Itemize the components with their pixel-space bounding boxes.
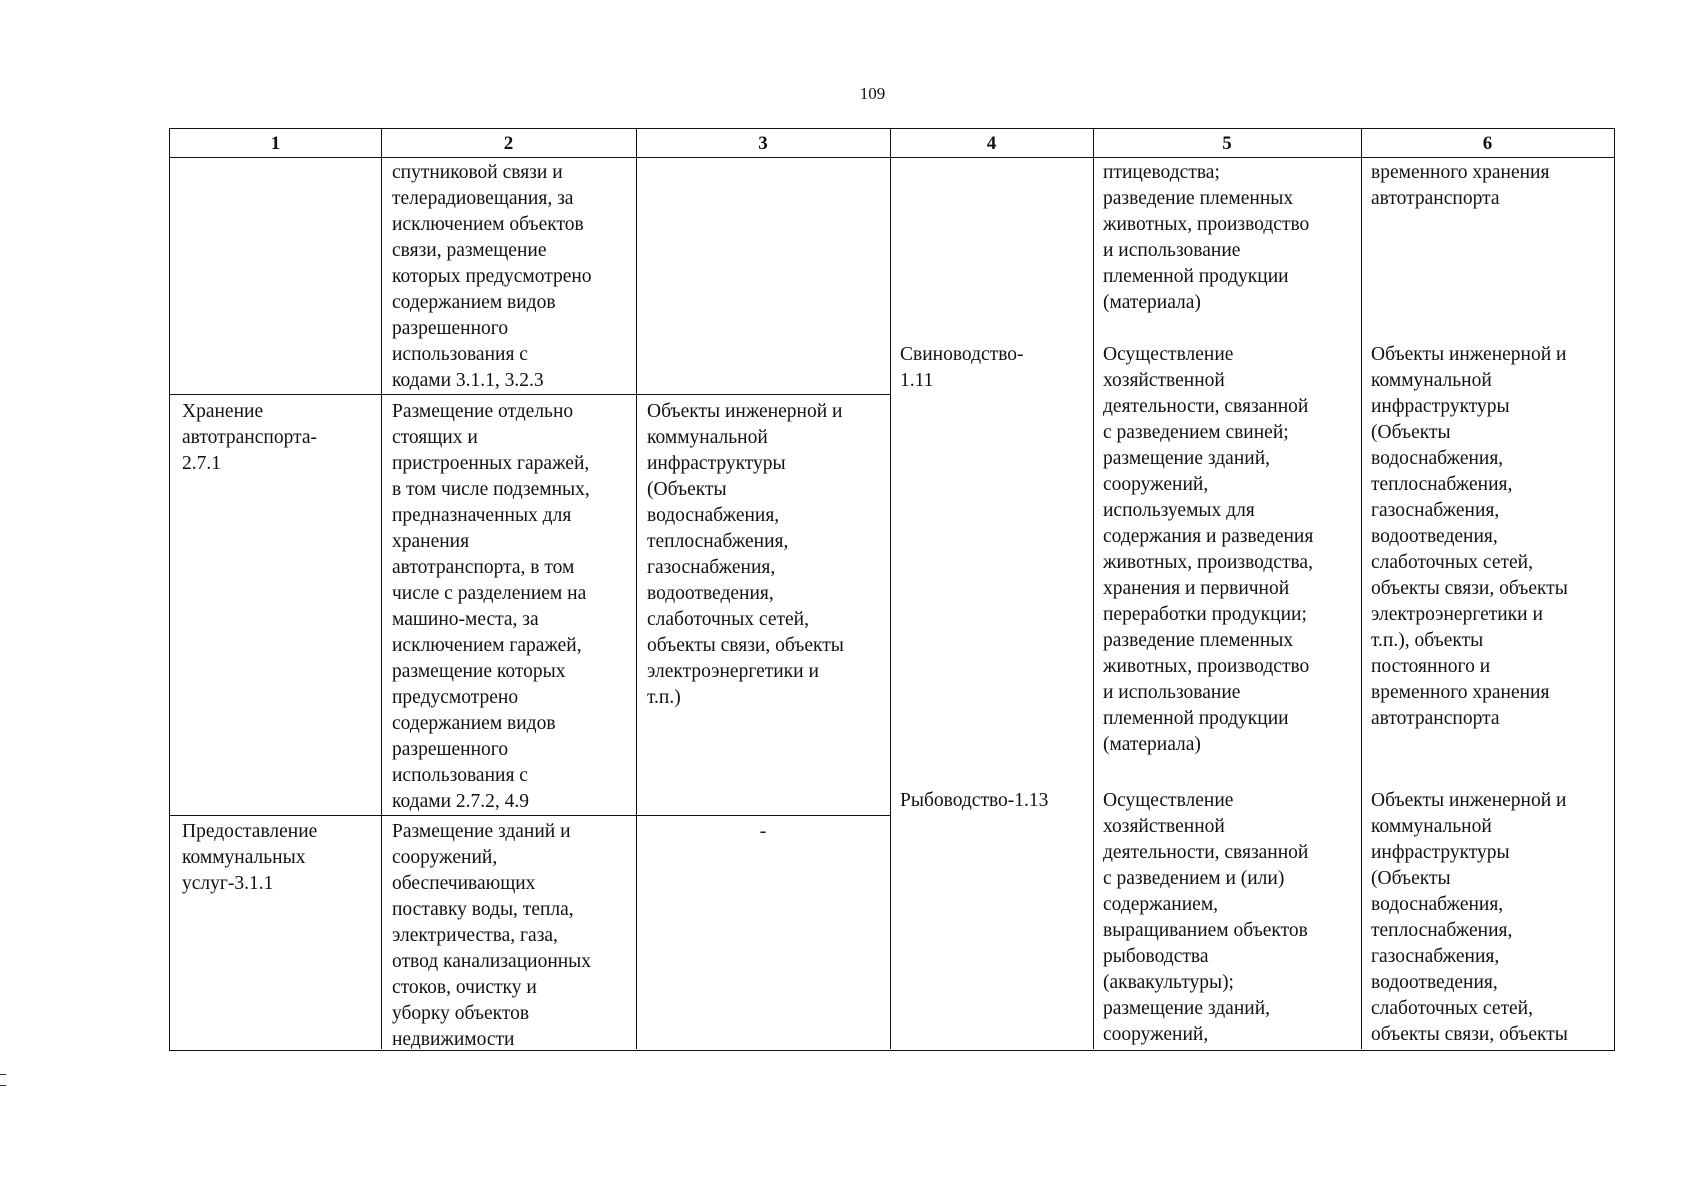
cell-storage-col1: Хранение автотранспорта- 2.7.1 (182, 401, 317, 474)
margin-mark (0, 1074, 6, 1086)
cell-fish-col5: Осуществление хозяйственной деятельности, связанной с разведением и (или) содержанием, выращиванием объектов рыбоводства (аквакультуры); размещение зданий, сооружений, (1103, 790, 1309, 1045)
data-table (169, 128, 1615, 1051)
header-col-6: 6 (1482, 133, 1493, 154)
header-col-5: 5 (1222, 133, 1232, 154)
cell-storage-col2: Размещение отдельно стоящих и пристроенных гаражей, в том числе подземных, предназначенных для хранения автотранспорта, в том числе с разделением на машино-места, за исключением гаражей, размещение которых предусмотрено содержанием видов разрешенного использования с кодами 2.7.2, 4.9 (392, 401, 590, 812)
cell-right-cont-col6: временного хранения автотранспорта (1371, 162, 1550, 209)
row-divider (170, 815, 890, 816)
row-divider (170, 394, 890, 395)
cell-pig-col6: Объекты инженерной и коммунальной инфраструктуры (Объекты водоснабжения, теплоснабжения, газоснабжения, водоотведения, слаботочных сетей, объекты связи, объекты электроэнергетики и т.п.), объекты постоянного и временного хранения автотранспорта (1371, 344, 1568, 729)
cell-utilities-col1: Предоставление коммунальных услуг-3.1.1 (182, 821, 318, 894)
cell-pig-col5: Осуществление хозяйственной деятельности, связанной с разведением свиней; размещение зданий, сооружений, используемых для содержания и разведения животных, производства, хранения и первичной переработки продукции; разведение племенных животных, производство и использование племенной продукции (материала) (1103, 344, 1314, 755)
cell-fish-col4: Рыбоводство-1.13 (900, 790, 1049, 811)
cell-pig-col4: Свиноводство- 1.11 (900, 344, 1024, 391)
cell-fish-col6: Объекты инженерной и коммунальной инфраструктуры (Объекты водоснабжения, теплоснабжения, газоснабжения, водоотведения, слаботочных сетей, объекты связи, объекты (1371, 790, 1568, 1045)
column-divider (1093, 129, 1094, 1049)
cell-utilities-col2: Размещение зданий и сооружений, обеспечивающих поставку воды, тепла, электричества, газа, отвод канализационных стоков, очистку и уборку объектов недвижимости (392, 821, 592, 1050)
column-divider (636, 129, 637, 1049)
cell-row1-col2: спутниковой связи и телерадиовещания, за исключением объектов связи, размещение которых предусмотрено содержанием видов разрешенного использования с кодами 3.1.1, 3.2.3 (392, 162, 592, 391)
page-number: 109 (859, 84, 886, 103)
table-header-row (170, 129, 1614, 158)
column-divider (890, 129, 891, 1049)
cell-right-cont-col5: птицеводства; разведение племенных животных, производство и использование племенной продукции (материала) (1103, 162, 1310, 313)
cell-storage-col3: Объекты инженерной и коммунальной инфраструктуры (Объекты водоснабжения, теплоснабжения, газоснабжения, водоотведения, слаботочных сетей, объекты связи, объекты электроэнергетики и т.п.) (647, 401, 844, 708)
header-col-3: 3 (758, 133, 768, 154)
header-col-4: 4 (986, 133, 997, 154)
cell-utilities-col3: - (759, 821, 767, 842)
column-divider (1361, 129, 1362, 1049)
header-col-1: 1 (270, 133, 281, 154)
header-col-2: 2 (503, 133, 514, 154)
column-divider (381, 129, 382, 1049)
